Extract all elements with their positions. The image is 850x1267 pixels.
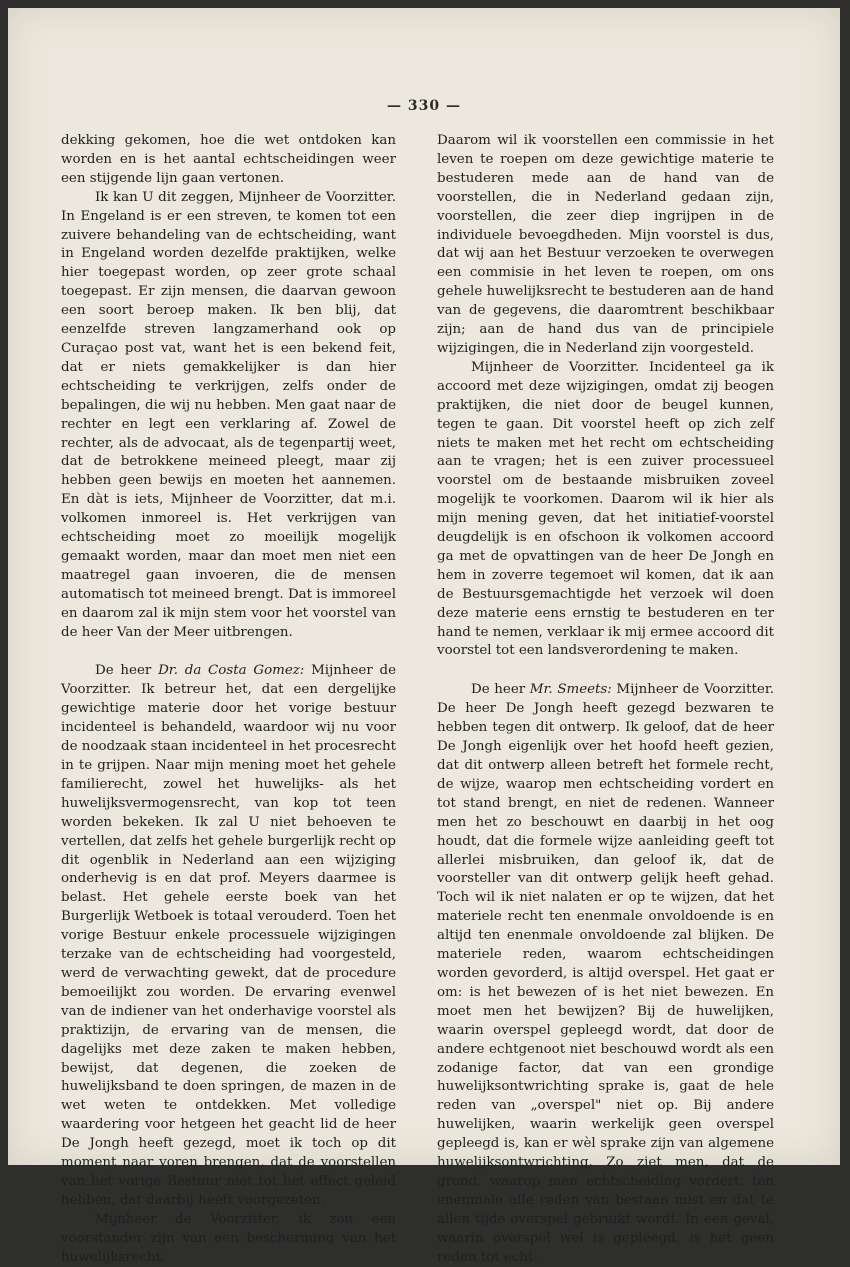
speaker-name: Dr. da Costa Gomez: (158, 663, 305, 679)
paragraph: Mijnheer de Voorzitter, ik zou een voorstander zijn van een bescherming van het huwelijksrecht. (61, 1211, 396, 1265)
page-number: — 330 — (387, 98, 461, 114)
document-page (8, 8, 840, 1265)
speech-text: Mijnheer de Voorzitter. Ik betreur het, dat een dergelijke gewichtige materie door het vorige bestuur incidenteel is behandeld, waardoor wij nu voor de noodzaak staan incidenteel in het procesrecht in te grijpen. Naar mijn mening moet het gehele familierecht, zowel het huwelijks- als het huwelijksvermogensrecht, van kop tot teen worden bekeken. Ik zal U niet behoeven te vertellen, dat zelfs het gehele burgerlijk recht op dit ogenblik in Nederland aan een wijziging onderhevig is en dat prof. Meyers daarmee is belast. Het gehele eerste boek van het Burgerlijk Wetboek is totaal verouderd. Toen het vorige Bestuur enkele processuele wijzigingen terzake van de echtscheiding had voorgesteld, werd de verwachting gewekt, dat de procedure bemoeilijkt zou worden. De ervaring evenwel van de indiener van het onderhavige voorstel als praktizijn, de ervaring van de mensen, die dagelijks met deze zaken te maken hebben, bewijst, dat degenen, die zoeken de huwelijksband te doen springen, de mazen in de wet weten te ontdekken. Met volledige waardering voor hetgeen het geacht lid de heer De Jongh heeft gezegd, moet ik toch op dit moment naar voren brengen, dat de voorstellen van het vorige Bestuur niet tot het effect geleid hebben, dat daarbij heeft voorgezeten. (61, 663, 396, 1208)
paragraph: Daarom wil ik voorstellen een commissie in het leven te roepen om deze gewichtige materie te bestuderen mede aan de hand van de voorstellen, die in Nederland gedaan zijn, voorstellen, die zeer diep ingrijpen in de individuele bevoegdheden. Mijn voorstel is dus, dat wij aan het Bestuur verzoeken te overwegen een commisie in het leven te roepen, om ons gehele huwelijksrecht te bestuderen aan de hand van de gegevens, die daaromtrent beschikbaar zijn; aan de hand dus van de principiele wijzigingen, die in Nederland zijn voorgesteld. (437, 133, 774, 356)
left-column (61, 132, 396, 1267)
paragraph: dekking gekomen, hoe die wet ontdoken kan worden en is het aantal echtscheidingen weer een stijgende lijn gaan vertonen. (61, 133, 396, 186)
speech-text: Mijnheer de Voorzitter. De heer De Jongh heeft gezegd bezwaren te hebben tegen dit ontwerp. Ik geloof, dat de heer De Jongh eigenlijk over het hoofd heeft gezien, dat dit ontwerp alleen betreft het formele recht, de wijze, waarop men echtscheiding vordert en tot stand brengt, en niet de redenen. Wanneer men het zo beschouwt en daarbij in het oog houdt, dat die formele wijze aanleiding geeft tot allerlei misbruiken, dan geloof ik, dat de voorsteller van dit ontwerp gelijk heeft gehad. Toch wil ik niet nalaten er op te wijzen, dat het materiele recht ten enenmale onvoldoende is en altijd ten enenmale onvoldoende zal blijken. De materiele reden, waarom echtscheidingen worden gevorderd, is altijd overspel. Het gaat er om: is het bewezen of is het niet bewezen. En moet men het bewijzen? Bij de huwelijken, waarin overspel gepleegd wordt, dat door de andere echtgenoot niet beschouwd wordt als een zodanige factor, dat van een grondige huwelijksontwrichting sprake is, gaat de hele reden van „overspel" niet op. Bij andere huwelijken, waarin werkelijk geen overspel gepleegd is, kan er wèl sprake zijn van algemene huwelijksontwrichting. Zo ziet men, dat de grond, waarop men echtscheiding vordert, ten enenmale alle reden van bestaan mist en dat te allen tijde overspel gebruikt wordt. In een geval, waarin overspel wel is gepleegd, is het geen reden tot echt- (437, 682, 774, 1265)
speaker-prefix: De heer (95, 663, 159, 679)
speaker-name: Mr. Smeets: (529, 682, 612, 698)
right-column (437, 132, 774, 1267)
paragraph: Ik kan U dit zeggen, Mijnheer de Voorzitter. In Engeland is er een streven, te komen tot een zuivere behandeling van de echtscheiding, want in Engeland worden dezelfde praktijken, welke hier toegepast worden, op zeer grote schaal toegepast. Er zijn mensen, die daarvan gewoon een soort beroep maken. Ik ben blij, dat eenzelfde streven langzamerhand ook op Curaçao post vat, want het is een bekend feit, dat er niets gemakkelijker is dan hier echtscheiding te verkrijgen, zelfs onder de bepalingen, die wij nu hebben. Men gaat naar de rechter en legt een verklaring af. Zowel de rechter, als de advocaat, als de tegenpartij weet, dat de betrokkene meineed pleegt, maar zij hebben geen bewijs en moeten het aannemen. En dàt is iets, Mijnheer de Voorzitter, dat m.i. volkomen inmoreel is. Het verkrijgen van echtscheiding moet zo moeilijk mogelijk gemaakt worden, maar dan moet men niet een maatregel gaan invoeren, die de mensen automatisch tot meineed brengt. Dat is immoreel en daarom zal ik mijn stem voor het voorstel van de heer Van der Meer uitbrengen. (61, 189, 396, 640)
paragraph: Mijnheer de Voorzitter. Incidenteel ga ik accoord met deze wijzigingen, omdat zij beogen praktijken, die niet door de beugel kunnen, tegen te gaan. Dit voorstel heeft op zich zelf niets te maken met het recht om echtscheiding aan te vragen; het is een zuiver processueel voorstel om de bestaande misbruiken zoveel mogelijk te voorkomen. Daarom wil ik hier als mijn mening geven, dat het initiatief-voorstel deugdelijk is en ofschoon ik volkomen accoord ga met de opvattingen van de heer De Jongh en hem in zoverre tegemoet wil komen, dat ik aan de Bestuursgemachtigde het verzoek wil doen deze materie eens ernstig te bestuderen en ter hand te nemen, verklaar ik mij ermee accoord dit voorstel tot een landsverordening te maken. (437, 359, 774, 659)
speech-paragraph (61, 662, 396, 1210)
speaker-prefix: De heer (471, 682, 530, 698)
speech-paragraph (437, 681, 774, 1267)
